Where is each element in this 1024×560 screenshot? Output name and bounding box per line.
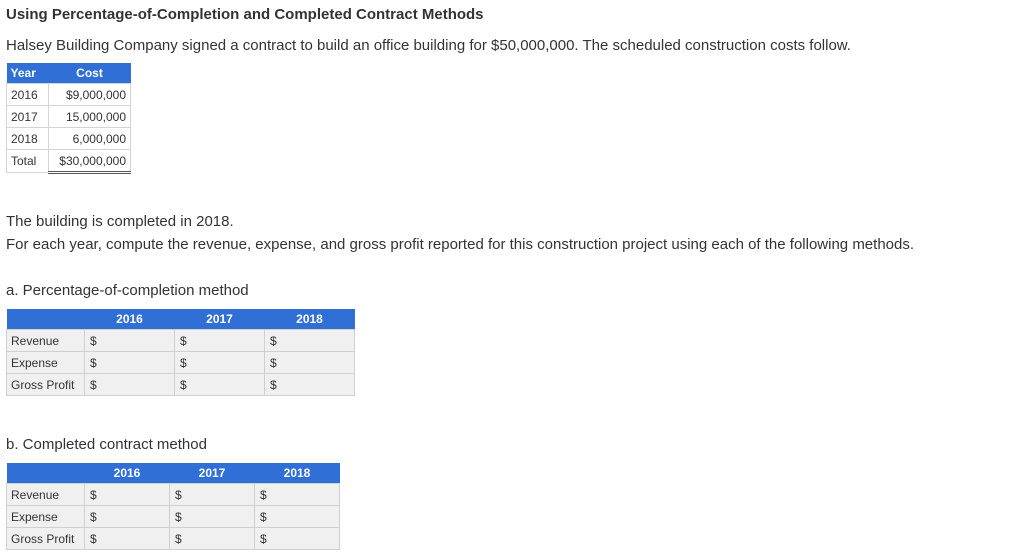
revenue-2018-input[interactable]: $ [265, 330, 355, 352]
expense-2016-input[interactable]: $ [85, 506, 170, 528]
year-header-2016: 2016 [85, 463, 170, 484]
cost-cell: 6,000,000 [49, 128, 131, 150]
gross-profit-2018-input[interactable]: $ [255, 528, 340, 550]
row-label: Expense [7, 352, 85, 374]
row-label: Revenue [7, 330, 85, 352]
gross-profit-2016-input[interactable]: $ [85, 528, 170, 550]
completed-text: The building is completed in 2018. [6, 213, 234, 230]
row-label: Expense [7, 506, 85, 528]
expense-row [7, 506, 340, 528]
revenue-2018-input[interactable]: $ [255, 484, 340, 506]
revenue-2016-input[interactable]: $ [85, 484, 170, 506]
revenue-2017-input[interactable]: $ [170, 484, 255, 506]
label-header [7, 309, 85, 330]
gross-profit-2017-input[interactable]: $ [170, 528, 255, 550]
part-a-heading: a. Percentage-of-completion method [6, 282, 249, 299]
year-header-2016: 2016 [85, 309, 175, 330]
expense-2018-input[interactable]: $ [265, 352, 355, 374]
expense-2018-input[interactable]: $ [255, 506, 340, 528]
page-title: Using Percentage-of-Completion and Completed Contract Methods [6, 6, 484, 23]
part-b-heading: b. Completed contract method [6, 436, 207, 453]
gross-profit-2018-input[interactable]: $ [265, 374, 355, 396]
cost-cell: 15,000,000 [49, 106, 131, 128]
percentage-of-completion-table [6, 309, 355, 396]
year-header-2018: 2018 [255, 463, 340, 484]
year-header: Year [7, 63, 49, 84]
intro-text: Halsey Building Company signed a contract to build an office building for $50,000,000. The scheduled construction costs follow. [6, 37, 851, 54]
label-header [7, 463, 85, 484]
cost-table [6, 63, 131, 174]
gross-profit-2017-input[interactable]: $ [175, 374, 265, 396]
year-cell: 2018 [7, 128, 49, 150]
revenue-2017-input[interactable]: $ [175, 330, 265, 352]
expense-2016-input[interactable]: $ [85, 352, 175, 374]
total-cost: $30,000,000 [49, 150, 131, 173]
table-row [7, 106, 131, 128]
revenue-2016-input[interactable]: $ [85, 330, 175, 352]
gross-profit-row [7, 374, 355, 396]
revenue-row [7, 484, 340, 506]
year-cell: 2016 [7, 84, 49, 106]
completed-contract-table [6, 463, 340, 550]
cost-cell: $9,000,000 [49, 84, 131, 106]
row-label: Gross Profit [7, 374, 85, 396]
instruction-text: For each year, compute the revenue, expense, and gross profit reported for this construction project using each of the following methods. [6, 236, 915, 253]
gross-profit-row [7, 528, 340, 550]
row-label: Revenue [7, 484, 85, 506]
table-row [7, 128, 131, 150]
row-label: Gross Profit [7, 528, 85, 550]
expense-2017-input[interactable]: $ [170, 506, 255, 528]
table-row [7, 84, 131, 106]
cost-header: Cost [49, 63, 131, 84]
gross-profit-2016-input[interactable]: $ [85, 374, 175, 396]
expense-2017-input[interactable]: $ [175, 352, 265, 374]
year-header-2017: 2017 [170, 463, 255, 484]
total-label: Total [7, 150, 49, 173]
revenue-row [7, 330, 355, 352]
year-header-2018: 2018 [265, 309, 355, 330]
year-header-2017: 2017 [175, 309, 265, 330]
expense-row [7, 352, 355, 374]
year-cell: 2017 [7, 106, 49, 128]
table-row-total [7, 150, 131, 173]
